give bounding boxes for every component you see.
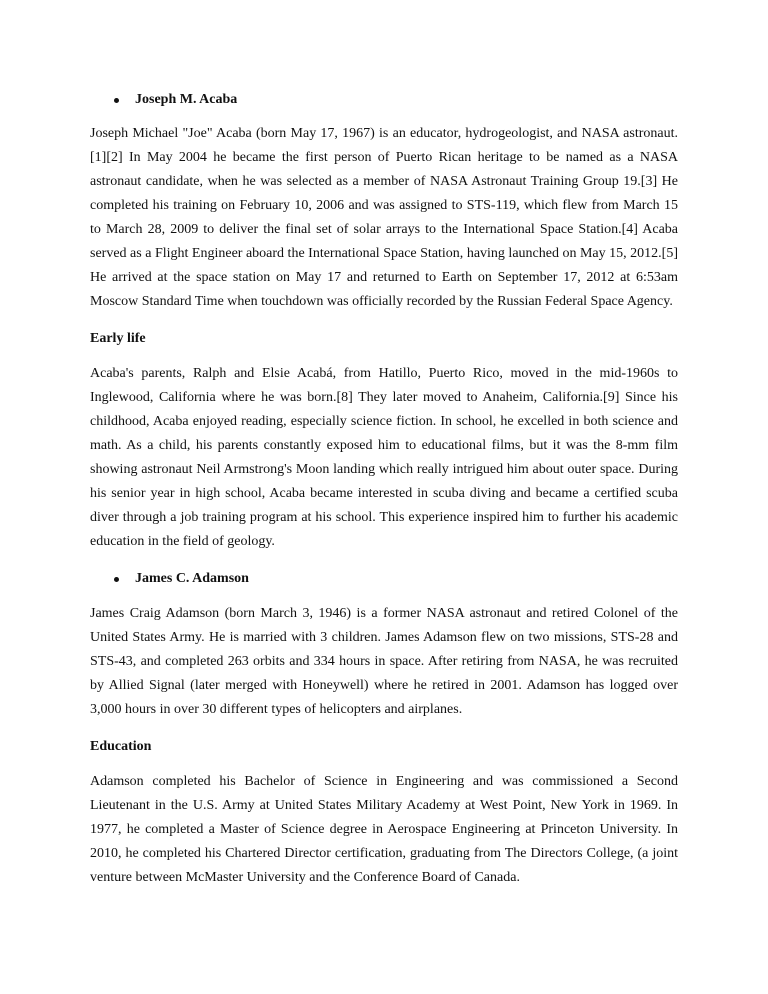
paragraph-early-life: Acaba's parents, Ralph and Elsie Acabá, from Hatillo, Puerto Rico, moved in the mid-1960s to Inglewood, California where he was born.[8] They later moved to Anaheim, California.[9] Since his childhood, Acaba enjoyed reading, especially science fiction. In school, he excelled in both science and math. As a child, his parents constantly exposed him to educational films, but it was the 8-mm film showing astronaut Neil Armstrong's Moon landing which really intrigued him about outer space. During his senior year in high school, Acaba became interested in scuba diving and became a certified scuba diver through a job training program at his school. This experience inspired him to further his academic education in the field of geology. bbox=[90, 366, 678, 549]
paragraph-education: Adamson completed his Bachelor of Science in Engineering and was commissioned a Second Lieutenant in the U.S. Army at United States Military Academy at West Point, New York in 1969. In 1977, he completed a Master of Science degree in Aerospace Engineering at Princeton University. In 2010, he completed his Chartered Director certification, graduating from The Directors College, (a joint venture between McMaster University and the Conference Board of Canada. bbox=[90, 774, 678, 885]
bullet-heading-text: James C. Adamson bbox=[135, 571, 249, 586]
paragraph-adamson-bio: James Craig Adamson (born March 3, 1946) is a former NASA astronaut and retired Colonel of the United States Army. He is married with 3 children. James Adamson flew on two missions, STS-28 and STS-43, and completed 263 orbits and 334 hours in space. After retiring from NASA, he was recruited by Allied Signal (later merged with Honeywell) where he retired in 2001. Adamson has logged over 3,000 hours in over 30 different types of helicopters and airplanes. bbox=[90, 606, 678, 717]
bullet-heading-text: Joseph M. Acaba bbox=[135, 92, 238, 107]
paragraph-acaba-bio: Joseph Michael "Joe" Acaba (born May 17, 1967) is an educator, hydrogeologist, and NASA astronaut.[1][2] In May 2004 he became the first person of Puerto Rican heritage to be named as a NASA astronaut candidate, when he was selected as a member of NASA Astronaut Training Group 19.[3] He completed his training on February 10, 2006 and was assigned to STS-119, which flew from March 15 to March 28, 2009 to deliver the final set of solar arrays to the International Space Station.[4] Acaba served as a Flight Engineer aboard the International Space Station, having launched on May 15, 2012.[5] He arrived at the space station on May 17 and returned to Earth on September 17, 2012 at 6:53am Moscow Standard Time when touchdown was officially recorded by the Russian Federal Space Agency. bbox=[90, 126, 678, 309]
bullet-icon bbox=[114, 577, 119, 582]
section-heading-education: Education bbox=[90, 739, 152, 754]
bullet-icon bbox=[114, 98, 119, 103]
section-heading-early-life: Early life bbox=[90, 331, 146, 346]
